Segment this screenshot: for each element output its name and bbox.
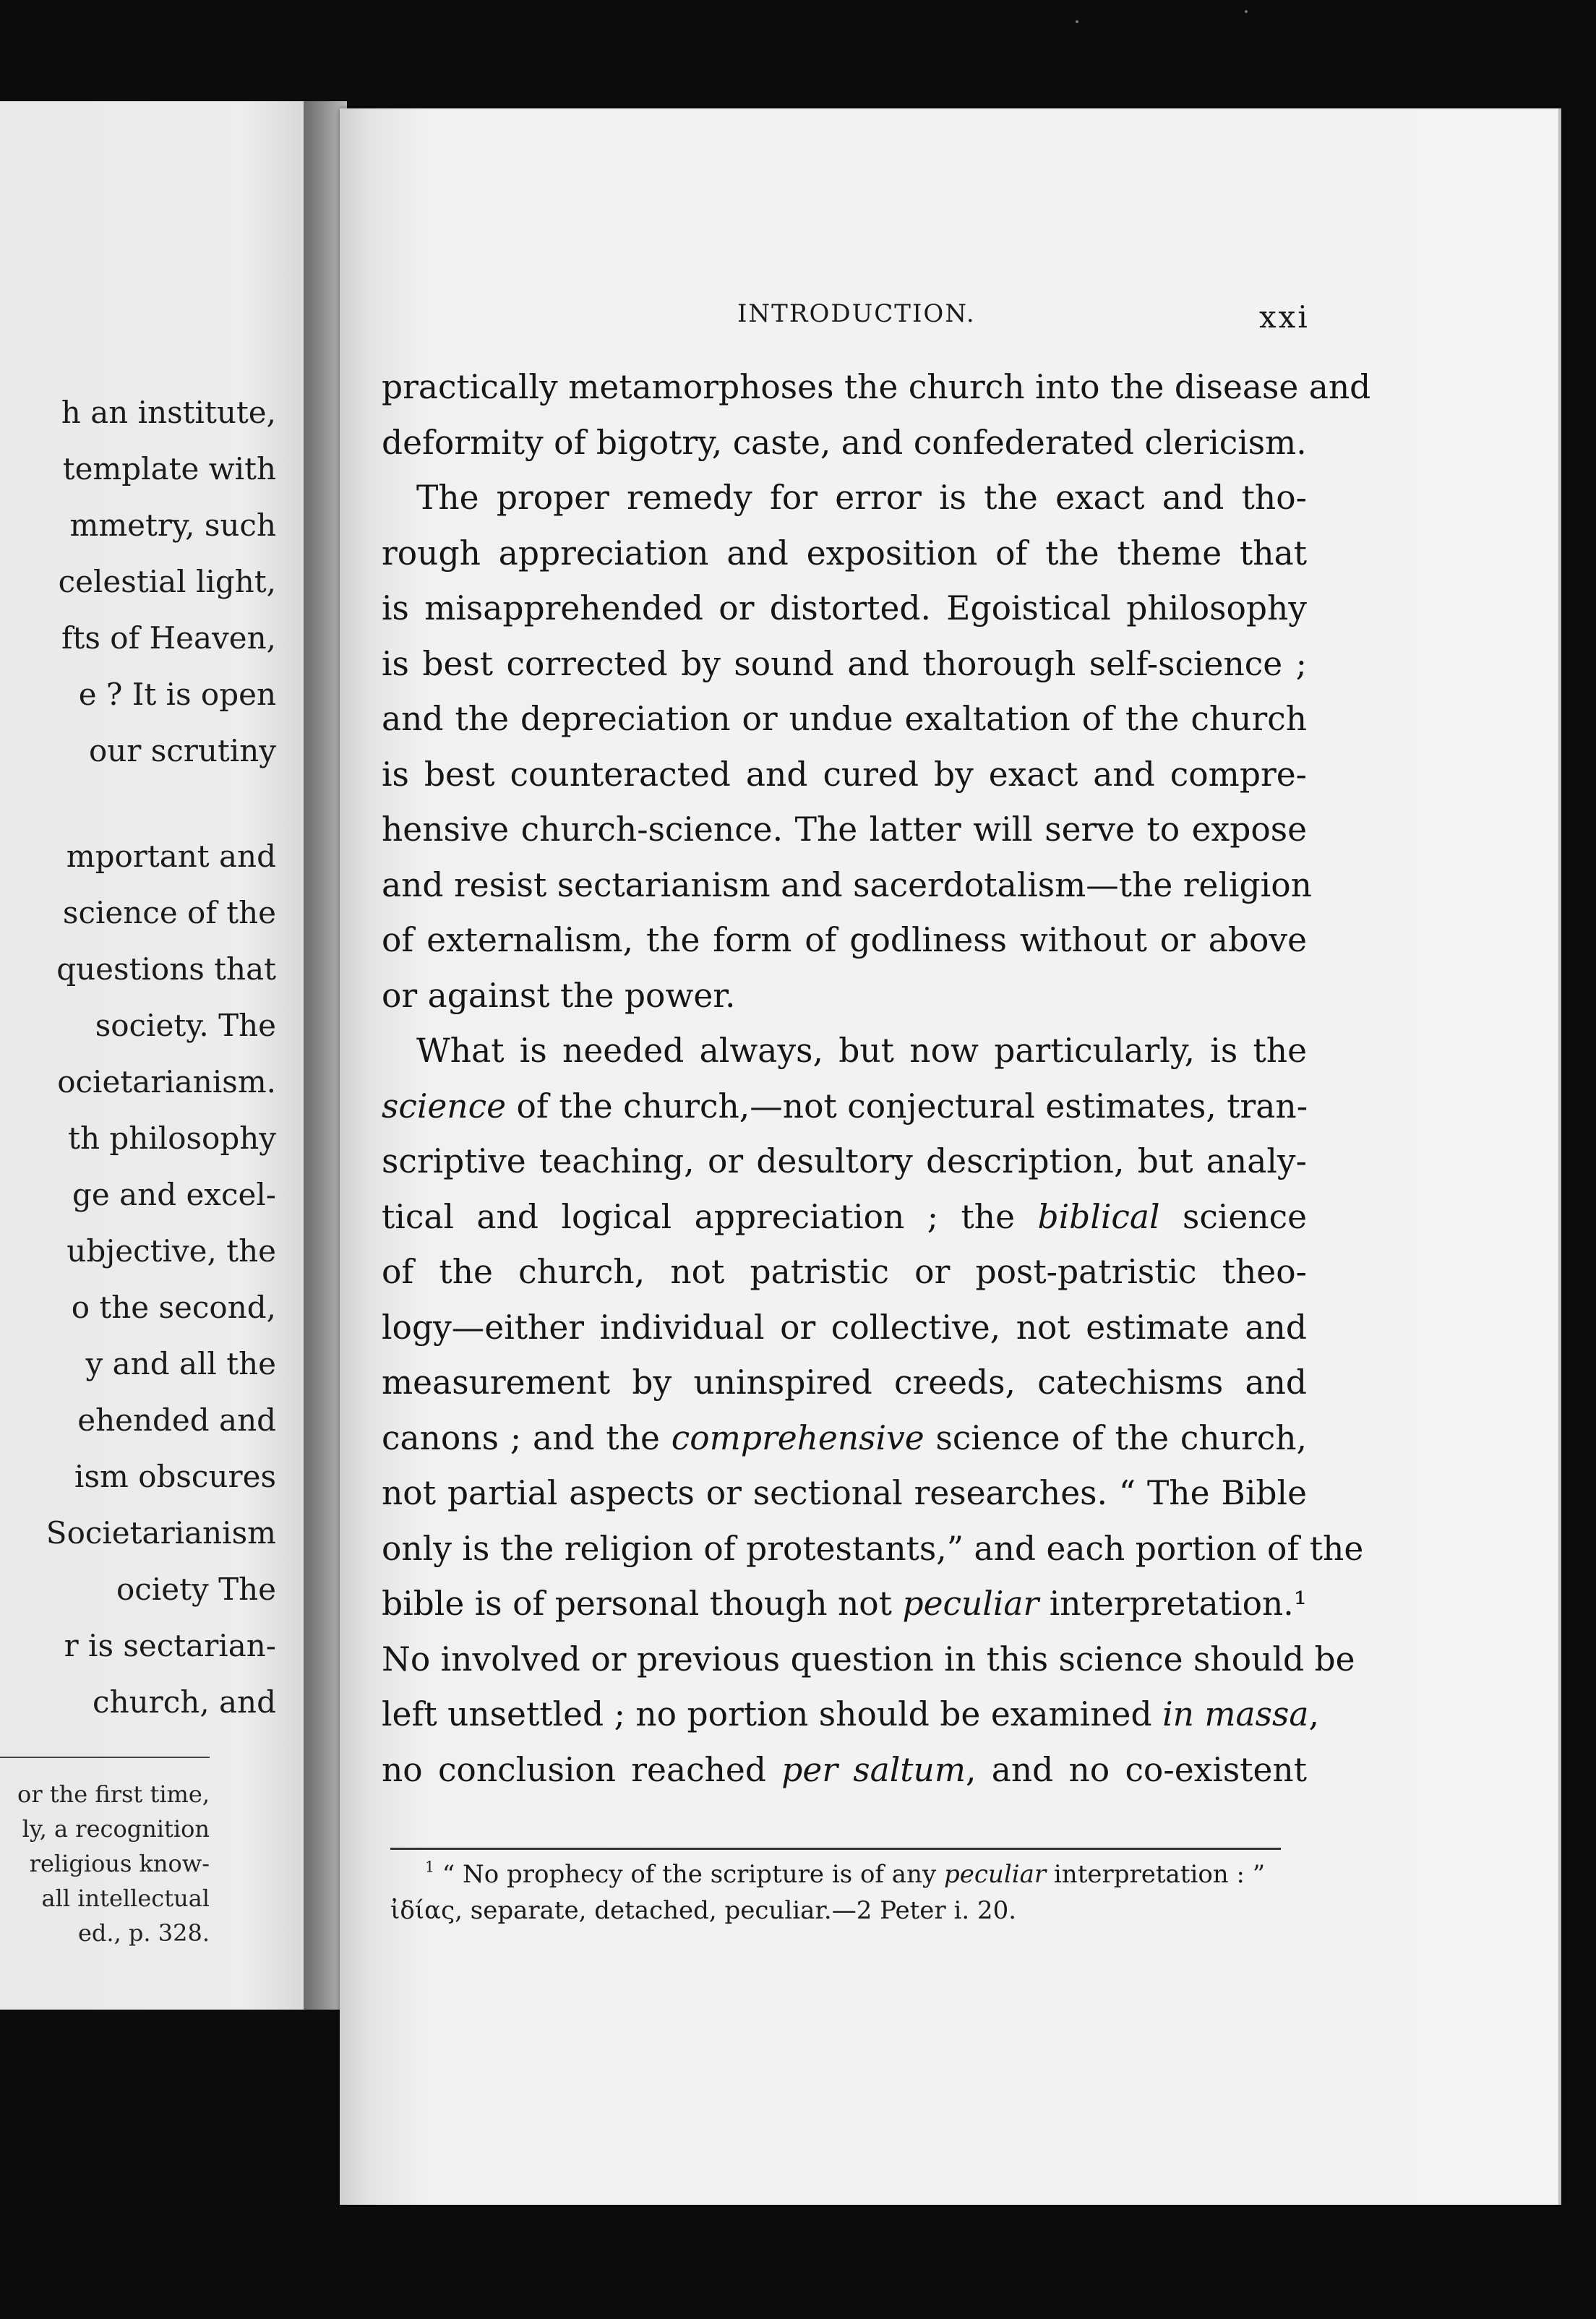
- left-text-fragment: ocietarianism.: [57, 1064, 276, 1100]
- text-line: scriptive teaching, or desultory description, but analy-: [382, 1142, 1307, 1180]
- page-number: xxi: [1259, 299, 1310, 335]
- text-line: hensive church-science. The latter will serve to expose: [382, 810, 1307, 849]
- footnote-line-1: [390, 1856, 1281, 1893]
- left-text-fragment: ociety The: [116, 1572, 276, 1607]
- left-text-fragment: science of the: [62, 895, 276, 930]
- left-text-fragment: ehended and: [77, 1402, 276, 1438]
- left-text-fragment: ism obscures: [74, 1459, 276, 1494]
- text-line: bible is of personal though not peculiar interpretation.¹: [382, 1585, 1307, 1623]
- text-line: is best corrected by sound and thorough self-science ;: [382, 644, 1307, 683]
- text-line: of the church, not patristic or post-patristic theo-: [382, 1253, 1307, 1291]
- text-line: rough appreciation and exposition of the theme that: [382, 533, 1307, 573]
- left-text-fragment: template with: [62, 451, 276, 486]
- left-text-fragment: church, and: [93, 1684, 276, 1720]
- text-line: deformity of bigotry, caste, and confederated clericism.: [382, 423, 1307, 462]
- left-text-fragment: celestial light,: [58, 564, 276, 599]
- text-line: science of the church,—not conjectural estimates, tran-: [382, 1086, 1308, 1126]
- text-line: practically metamorphoses the church into the disease and: [382, 368, 1371, 406]
- left-footnote-fragment: or the first time,: [17, 1780, 210, 1808]
- left-text-fragment: r is sectarian-: [64, 1628, 276, 1663]
- text-line: The proper remedy for error is the exact and tho-: [416, 479, 1307, 517]
- left-footnote-fragment: ly, a recognition: [22, 1815, 210, 1843]
- text-line: and resist sectarianism and sacerdotalism—the religion: [382, 865, 1312, 904]
- body-text: [382, 360, 1371, 1798]
- left-text-fragment: h an institute,: [61, 395, 276, 430]
- left-text-fragment: Societarianism: [46, 1515, 276, 1551]
- left-text-fragment: fts of Heaven,: [61, 620, 276, 656]
- footnote-text: “ No prophecy of the scripture is of any peculiar interpretation : ”: [442, 1860, 1266, 1889]
- text-line: canons ; and the comprehensive science of the church,: [382, 1418, 1307, 1457]
- text-line: or against the power.: [382, 976, 736, 1015]
- text-line: What is needed always, but now particularly, is the: [416, 1032, 1307, 1070]
- left-text-fragment: our scrutiny: [88, 733, 276, 768]
- left-text-fragment: o the second,: [71, 1290, 276, 1325]
- previous-page: [0, 101, 304, 2010]
- left-footnote-fragment: religious know-: [29, 1850, 210, 1877]
- page-edge: [1558, 108, 1561, 2205]
- text-line: is best counteracted and cured by exact and compre-: [382, 755, 1307, 794]
- left-footnote-fragment: ed., p. 328.: [77, 1919, 210, 1947]
- left-text-fragment: y and all the: [85, 1346, 276, 1381]
- scan-speck: [1245, 10, 1248, 13]
- text-line: measurement by uninspired creeds, catechisms and: [382, 1363, 1307, 1402]
- footnote: [390, 1856, 1281, 1929]
- left-text-fragment: mportant and: [66, 839, 276, 874]
- paragraph-3: [382, 1024, 1364, 1798]
- text-line: is misapprehended or distorted. Egoistical philosophy: [382, 589, 1307, 627]
- text-line: no conclusion reached per saltum, and no co-existent: [382, 1750, 1307, 1789]
- text-line: left unsettled ; no portion should be examined in massa: [382, 1695, 1309, 1733]
- running-head: INTRODUCTION.: [737, 299, 976, 328]
- text-line: not partial aspects or sectional researches. “ The Bible: [382, 1474, 1307, 1512]
- text-line: only is the religion of protestants,” and each portion of the: [382, 1529, 1364, 1568]
- left-text-fragment: mmetry, such: [69, 507, 276, 543]
- left-text-fragment: th philosophy: [68, 1120, 276, 1156]
- footnote-rule: [390, 1848, 1281, 1850]
- left-footnote-rule: [0, 1757, 210, 1758]
- text-line: No involved or previous question in this science should be: [382, 1639, 1355, 1679]
- footnote-line-2: ἰδίας, separate, detached, peculiar.—2 Peter i. 20.: [390, 1896, 1017, 1925]
- left-text-fragment: e ? It is open: [78, 677, 276, 712]
- left-footnote-fragment: all intellectual: [41, 1885, 210, 1912]
- left-text-fragment: ubjective, the: [66, 1233, 276, 1269]
- paragraph-1: [382, 360, 1371, 471]
- text-line: and the depreciation or undue exaltation of the church: [382, 700, 1307, 738]
- text-line: logy—either individual or collective, not estimate and: [382, 1308, 1307, 1347]
- footnote-marker: 1: [425, 1858, 434, 1876]
- left-text-fragment: ge and excel-: [72, 1177, 276, 1212]
- left-text-fragment: society. The: [95, 1008, 276, 1043]
- text-line: of externalism, the form of godliness without or above: [382, 921, 1307, 959]
- left-text-fragment: questions that: [56, 951, 276, 987]
- scan-speck: [1076, 20, 1078, 23]
- paragraph-2: [382, 471, 1312, 1024]
- text-line: tical and logical appreciation ; the biblical science: [382, 1197, 1307, 1236]
